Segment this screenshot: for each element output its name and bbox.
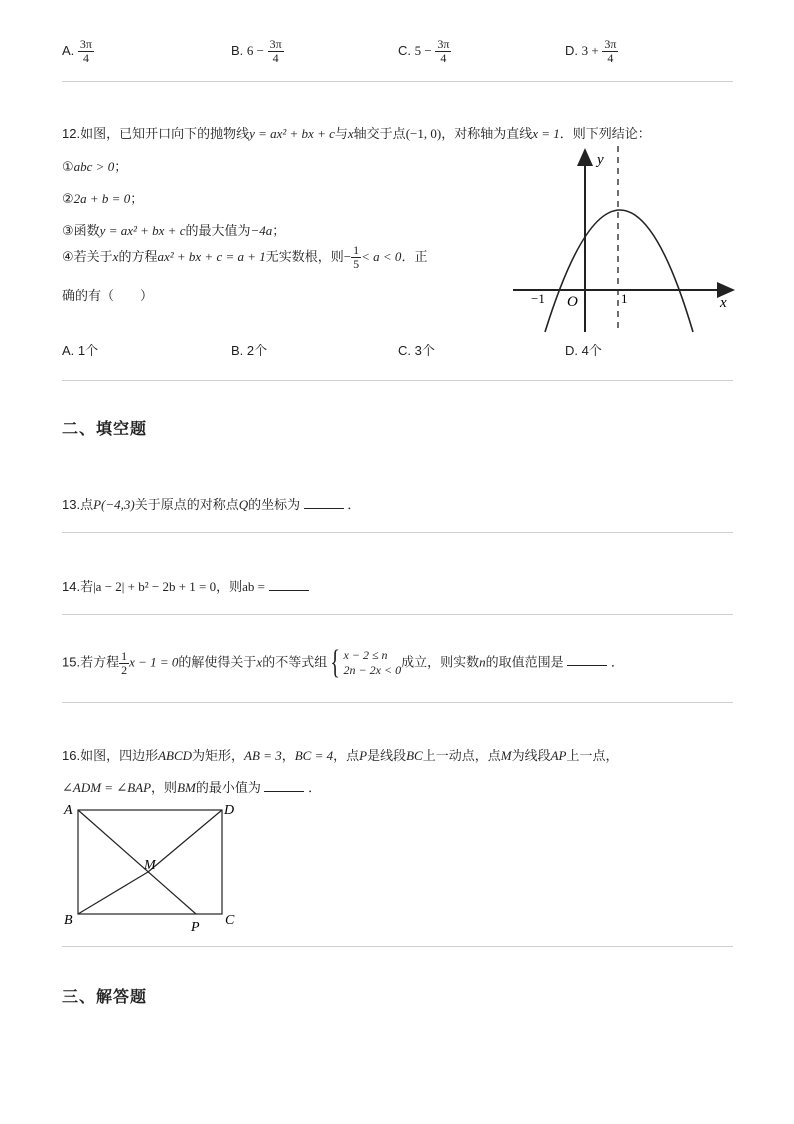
divider [62,702,733,703]
divider [62,380,733,381]
q12-option-c: C. 3个 [398,343,435,358]
q11-option-d: D. 3 + $\frac{3\pi}{4}$ [565,37,617,65]
segment-dm [148,810,222,872]
q11-option-b: B. 6 − $\frac{3\pi}{4}$ [231,37,282,65]
origin-label: O [567,294,578,310]
parabola-graph [505,140,745,340]
q12-conclusion-3: ③函数y = ax² + bx + c的最大值为−4a； [62,223,286,238]
divider [62,532,733,533]
divider [62,614,733,615]
parabola-curve [545,210,693,332]
point-p-label: P [191,920,200,935]
q15: 15.若方程 $\frac{1}{2}$ x − 1 = 0的解使得关于x的不等式组{ x − 2 ≤ n 2n − 2x < 0 成立，则实数n的取值范围是 ． [62,644,624,681]
point-m-label: M [144,858,156,873]
section-title-solve: 三、解答题 [62,987,148,1006]
one-label: 1 [621,291,628,306]
q13: 13.点P(−4,3)关于原点的对称点Q的坐标为 ． [62,497,361,512]
answer-blank[interactable] [304,498,344,509]
segment-bm [78,872,148,914]
segment-ap [78,810,196,914]
divider [62,946,733,947]
answer-blank[interactable] [264,781,304,792]
answer-blank[interactable] [269,580,309,591]
neg-one-label: −1 [531,291,545,306]
rectangle-figure [60,798,250,938]
q11-option-c: C. 5 − $\frac{3\pi}{4}$ [398,37,450,65]
y-label: y [597,152,604,168]
q12-stem-end: 确的有（ ） [62,288,154,303]
vertex-c-label: C [225,913,235,928]
x-label: x [720,295,727,311]
answer-blank[interactable] [567,655,607,666]
q16-line-1: 16.如图，四边形ABCD为矩形，AB = 3，BC = 4，点P是线段BC上一动点，点M为线段AP上一点， [62,748,619,763]
q12-option-b: B. 2个 [231,343,268,358]
vertex-d-label: D [224,803,235,818]
vertex-b-label: B [64,913,73,928]
q14: 14.若|a − 2| + b² − 2b + 1 = 0，则ab = [62,576,309,595]
q16-line-2: ∠ADM = ∠BAP，则BM的最小值为 ． [62,780,322,795]
q12-conclusion-4: ④若关于x的方程ax² + bx + c = a + 1无实数根，则− $\frac{1}{5}$ < a < 0．正 [62,243,428,271]
q12-conclusion-2: ②2a + b = 0； [62,191,144,206]
divider [62,81,733,82]
vertex-a-label: A [64,803,73,818]
q12-conclusion-1: ①abc > 0； [62,159,128,174]
q12-stem: 12.如图，已知开口向下的抛物线y = ax² + bx + c与x轴交于点(−1, 0)，对称轴为直线x = 1．则下列结论： [62,126,651,141]
section-title-fill-in: 二、填空题 [62,419,148,438]
q11-option-a: A. $\frac{3\pi}{4}$ [62,37,92,65]
q12-option-a: A. 1个 [62,343,99,358]
q12-option-d: D. 4个 [565,343,602,358]
